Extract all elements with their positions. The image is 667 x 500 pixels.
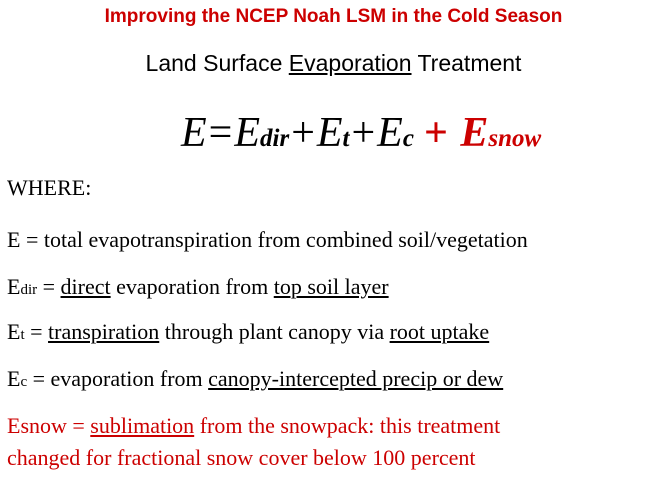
term-subscript: dir: [260, 125, 290, 152]
slide-subtitle: [0, 50, 667, 77]
def-equals: =: [24, 319, 49, 344]
subtitle-pre: Land Surface: [145, 50, 289, 76]
term-subscript: snow: [488, 125, 542, 152]
def-symbol: Esnow =: [7, 413, 91, 438]
def-symbol: E: [7, 274, 21, 299]
equation-term-esnow: [422, 110, 541, 156]
def-underlined: canopy-intercepted precip or dew: [208, 366, 504, 391]
definition-edir: [7, 273, 389, 304]
equation-lhs: E: [181, 110, 207, 156]
term-base: E: [460, 110, 489, 156]
def-text: evaporation from: [110, 274, 274, 299]
definition-ec: [7, 365, 503, 396]
evaporation-equation: [181, 108, 541, 164]
def-subscript: t: [20, 327, 25, 343]
slide-title: Improving the NCEP Noah LSM in the Cold Season: [104, 6, 563, 27]
term-subscript: c: [402, 125, 414, 152]
def-text: through plant canopy via: [159, 319, 390, 344]
def-underlined: sublimation: [90, 413, 195, 438]
equation-term-et: [317, 110, 350, 156]
definition-et: [7, 318, 489, 349]
def-underlined: top soil layer: [273, 274, 389, 299]
definition-esnow-line1: [7, 412, 500, 440]
where-label: WHERE:: [7, 175, 92, 200]
term-base: E: [316, 110, 343, 156]
equation-equals: =: [208, 110, 233, 156]
def-symbol: E: [7, 366, 21, 391]
definition-esnow-line2: changed for fractional snow cover below 100 percent: [7, 445, 476, 470]
term-base: E: [234, 110, 260, 156]
def-text: = evaporation from: [27, 366, 209, 391]
subtitle-post: Treatment: [411, 50, 522, 76]
def-symbol: E: [7, 319, 21, 344]
def-subscript: c: [20, 374, 28, 390]
equation-plus: +: [351, 110, 376, 156]
def-underlined: transpiration: [48, 319, 160, 344]
def-underlined: root uptake: [389, 319, 490, 344]
equation-term-ec: [377, 110, 414, 156]
definition-e: E = total evapotranspiration from combined soil/vegetation: [7, 227, 528, 252]
subtitle-underlined-word: Evaporation: [288, 50, 412, 76]
term-base: E: [377, 110, 403, 156]
def-equals: =: [37, 274, 61, 299]
equation-plus: +: [291, 110, 315, 156]
def-text: from the snowpack: this treatment: [194, 413, 501, 438]
term-subscript: t: [342, 125, 350, 152]
def-subscript: dir: [20, 282, 38, 298]
equation-term-edir: [234, 110, 289, 156]
def-underlined: direct: [60, 274, 111, 299]
equation-plus: +: [423, 110, 448, 156]
